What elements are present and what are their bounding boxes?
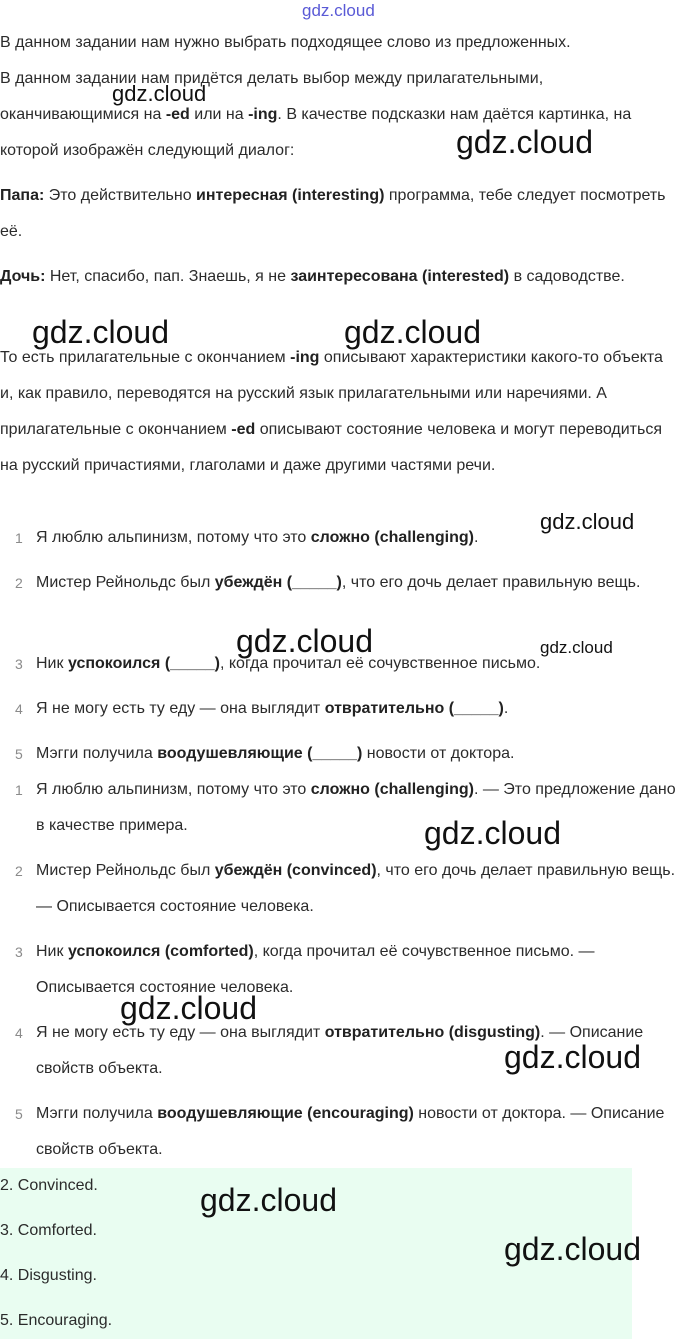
list-number: 4: [15, 1025, 23, 1041]
watermark: gdz.cloud: [540, 509, 635, 534]
watermark-top: gdz.cloud: [302, 1, 375, 20]
list-number: 1: [15, 782, 23, 798]
answer-item: 2. Convinced.: [0, 1177, 98, 1194]
list-number: 5: [15, 1106, 23, 1122]
answer-item: 5. Encouraging.: [0, 1312, 113, 1329]
list-number: 3: [15, 944, 23, 960]
explanation-paragraph: То есть прилагательные с окончанием -ing описывают характеристики какого-то объекта и, как правило, переводятся на русский язык прилагательными или наречиями. А прилагательные с окончанием -ed описывают состояние человека и могут переводиться на русский причастиями, глаголами и даже другими частями речи.: [0, 349, 663, 474]
answer-item: 3. Comforted.: [0, 1222, 97, 1239]
list-number: 5: [15, 746, 23, 762]
watermark: gdz.cloud: [456, 124, 593, 160]
watermark: gdz.cloud: [120, 990, 257, 1026]
list-number: 1: [15, 530, 23, 546]
list-number: 2: [15, 575, 23, 591]
watermark: gdz.cloud: [200, 1182, 337, 1218]
watermark: gdz.cloud: [504, 1039, 641, 1075]
answer-item: 4. Disgusting.: [0, 1267, 97, 1284]
list-number: 3: [15, 656, 23, 672]
watermark: gdz.cloud: [236, 623, 373, 659]
intro-paragraph-1: В данном задании нам нужно выбрать подходящее слово из предложенных.: [0, 34, 571, 51]
list-number: 2: [15, 863, 23, 879]
dialog-doch: Дочь: Нет, спасибо, пап. Знаешь, я не заинтересована (interested) в садоводстве.: [0, 268, 625, 285]
list-number: 4: [15, 701, 23, 717]
watermark: gdz.cloud: [112, 81, 207, 106]
watermark: gdz.cloud: [32, 314, 169, 350]
dialog-papa: Папа: Это действительно интересная (interesting) программа, тебе следует посмотреть её.: [0, 187, 666, 240]
intro-paragraph-2: В данном задании нам придётся делать выбор между прилагательными, оканчивающимися на -ed или на -ing. В качестве подсказки нам даётся картинка, на которой изображён следующий диалог:: [0, 70, 632, 159]
watermark: gdz.cloud: [344, 314, 481, 350]
watermark: gdz.cloud: [424, 815, 561, 851]
watermark: gdz.cloud: [540, 638, 613, 657]
watermark: gdz.cloud: [504, 1231, 641, 1267]
